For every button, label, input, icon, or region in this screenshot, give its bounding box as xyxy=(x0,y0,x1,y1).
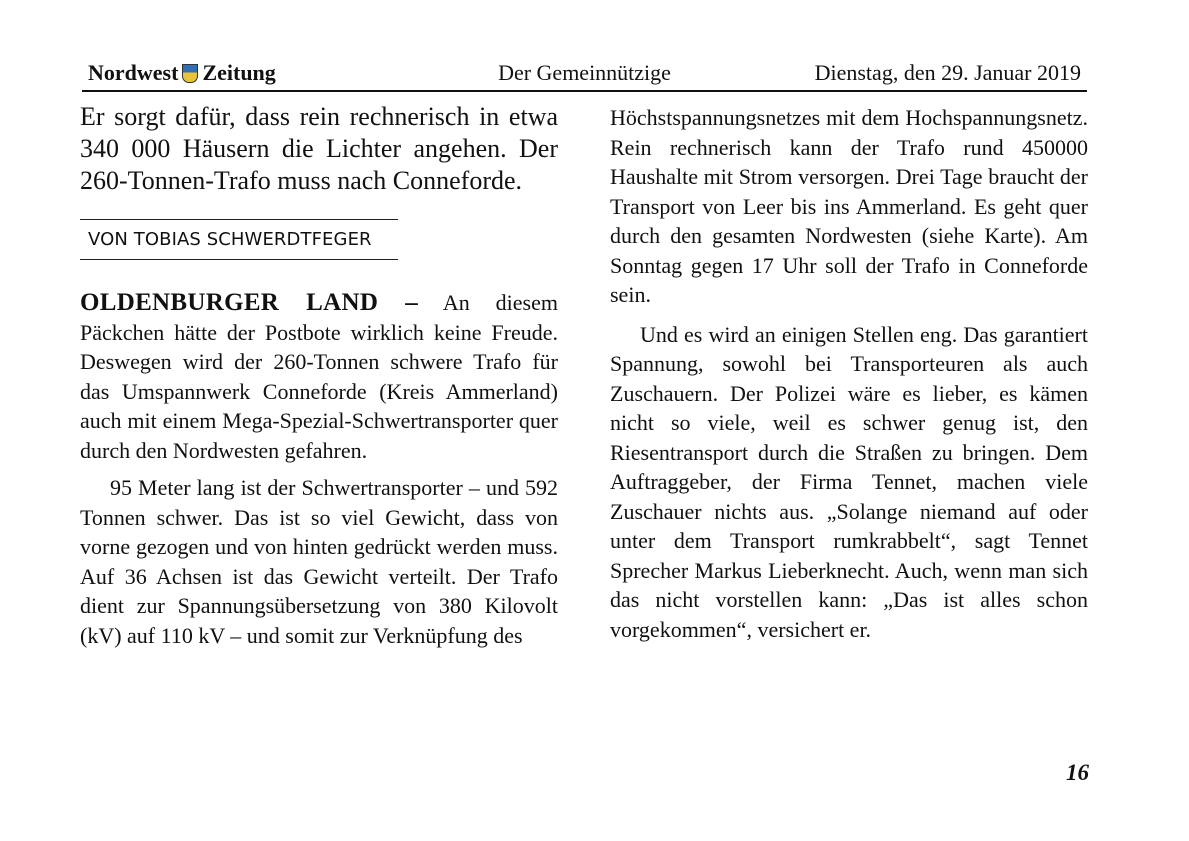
dateline: OLDENBURGER LAND – xyxy=(80,289,419,316)
byline-box xyxy=(80,219,398,260)
byline: VON TOBIAS SCHWERDTFEGER xyxy=(88,229,372,250)
article-column-right xyxy=(610,103,1088,644)
paragraph-1-text: An diesem Päckchen hätte der Postbote wirklich keine Freude. Deswegen wird der 260-Tonnen schwere Trafo für das Umspannwerk Conneforde (Kreis Ammerland) auch mit einem Mega-Spezial-Schwertransporter quer durch den Nordwesten gefahren. xyxy=(80,290,558,463)
article-lead: Er sorgt dafür, dass rein rechnerisch in etwa 340 000 Häusern die Lichter angehen. Der 260-Tonnen-Trafo muss nach Conneforde. xyxy=(80,102,558,195)
masthead-right: Zeitung xyxy=(202,60,276,85)
paragraph-1 xyxy=(80,288,558,465)
paragraph-2: 95 Meter lang ist der Schwertransporter – und 592 Tonnen schwer. Das ist so viel Gewicht, dass von vorne gezogen und von hinten gedrückt werden muss. Auf 36 Achsen ist das Gewicht verteilt. Der Trafo dient zur Spannungsübersetzung von 380 Kilovolt (kV) auf 110 kV – und somit zur Verknüpfung des xyxy=(80,475,558,648)
issue-date: Dienstag, den 29. Januar 2019 xyxy=(814,60,1081,85)
page-number: 16 xyxy=(1066,760,1089,785)
page-header xyxy=(82,58,1087,92)
article-column-left xyxy=(80,101,558,650)
section-title: Der Gemeinnützige xyxy=(498,60,671,85)
paragraph-4: Und es wird an einigen Stellen eng. Das garantiert Spannung, sowohl bei Transporteuren als auch Zuschauern. Der Polizei wäre es lieber, es kämen nicht so viele, weil es schwer genug ist, den Riesentransport durch die Straßen zu bringen. Dem Auftraggeber, der Firma Tennet, machen viele Zuschauer nichts aus. „Solange niemand auf oder unter dem Transport rumkrabbelt“, sagt Tennet Sprecher Markus Lieberknecht. Auch, wenn man sich das nicht vorstellen kann: „Das ist alles schon vorgekommen“, versichert er. xyxy=(610,321,1088,642)
masthead-left: Nordwest xyxy=(88,60,179,85)
paragraph-3: Höchstspannungsnetzes mit dem Hochspannungsnetz. Rein rechnerisch kann der Trafo rund 450000 Haushalte mit Strom versorgen. Drei Tage braucht der Transport von Leer bis ins Ammerland. Es geht quer durch den gesamten Nordwesten (siehe Karte). Am Sonntag gegen 17 Uhr soll der Trafo in Conneforde sein. xyxy=(610,105,1088,307)
